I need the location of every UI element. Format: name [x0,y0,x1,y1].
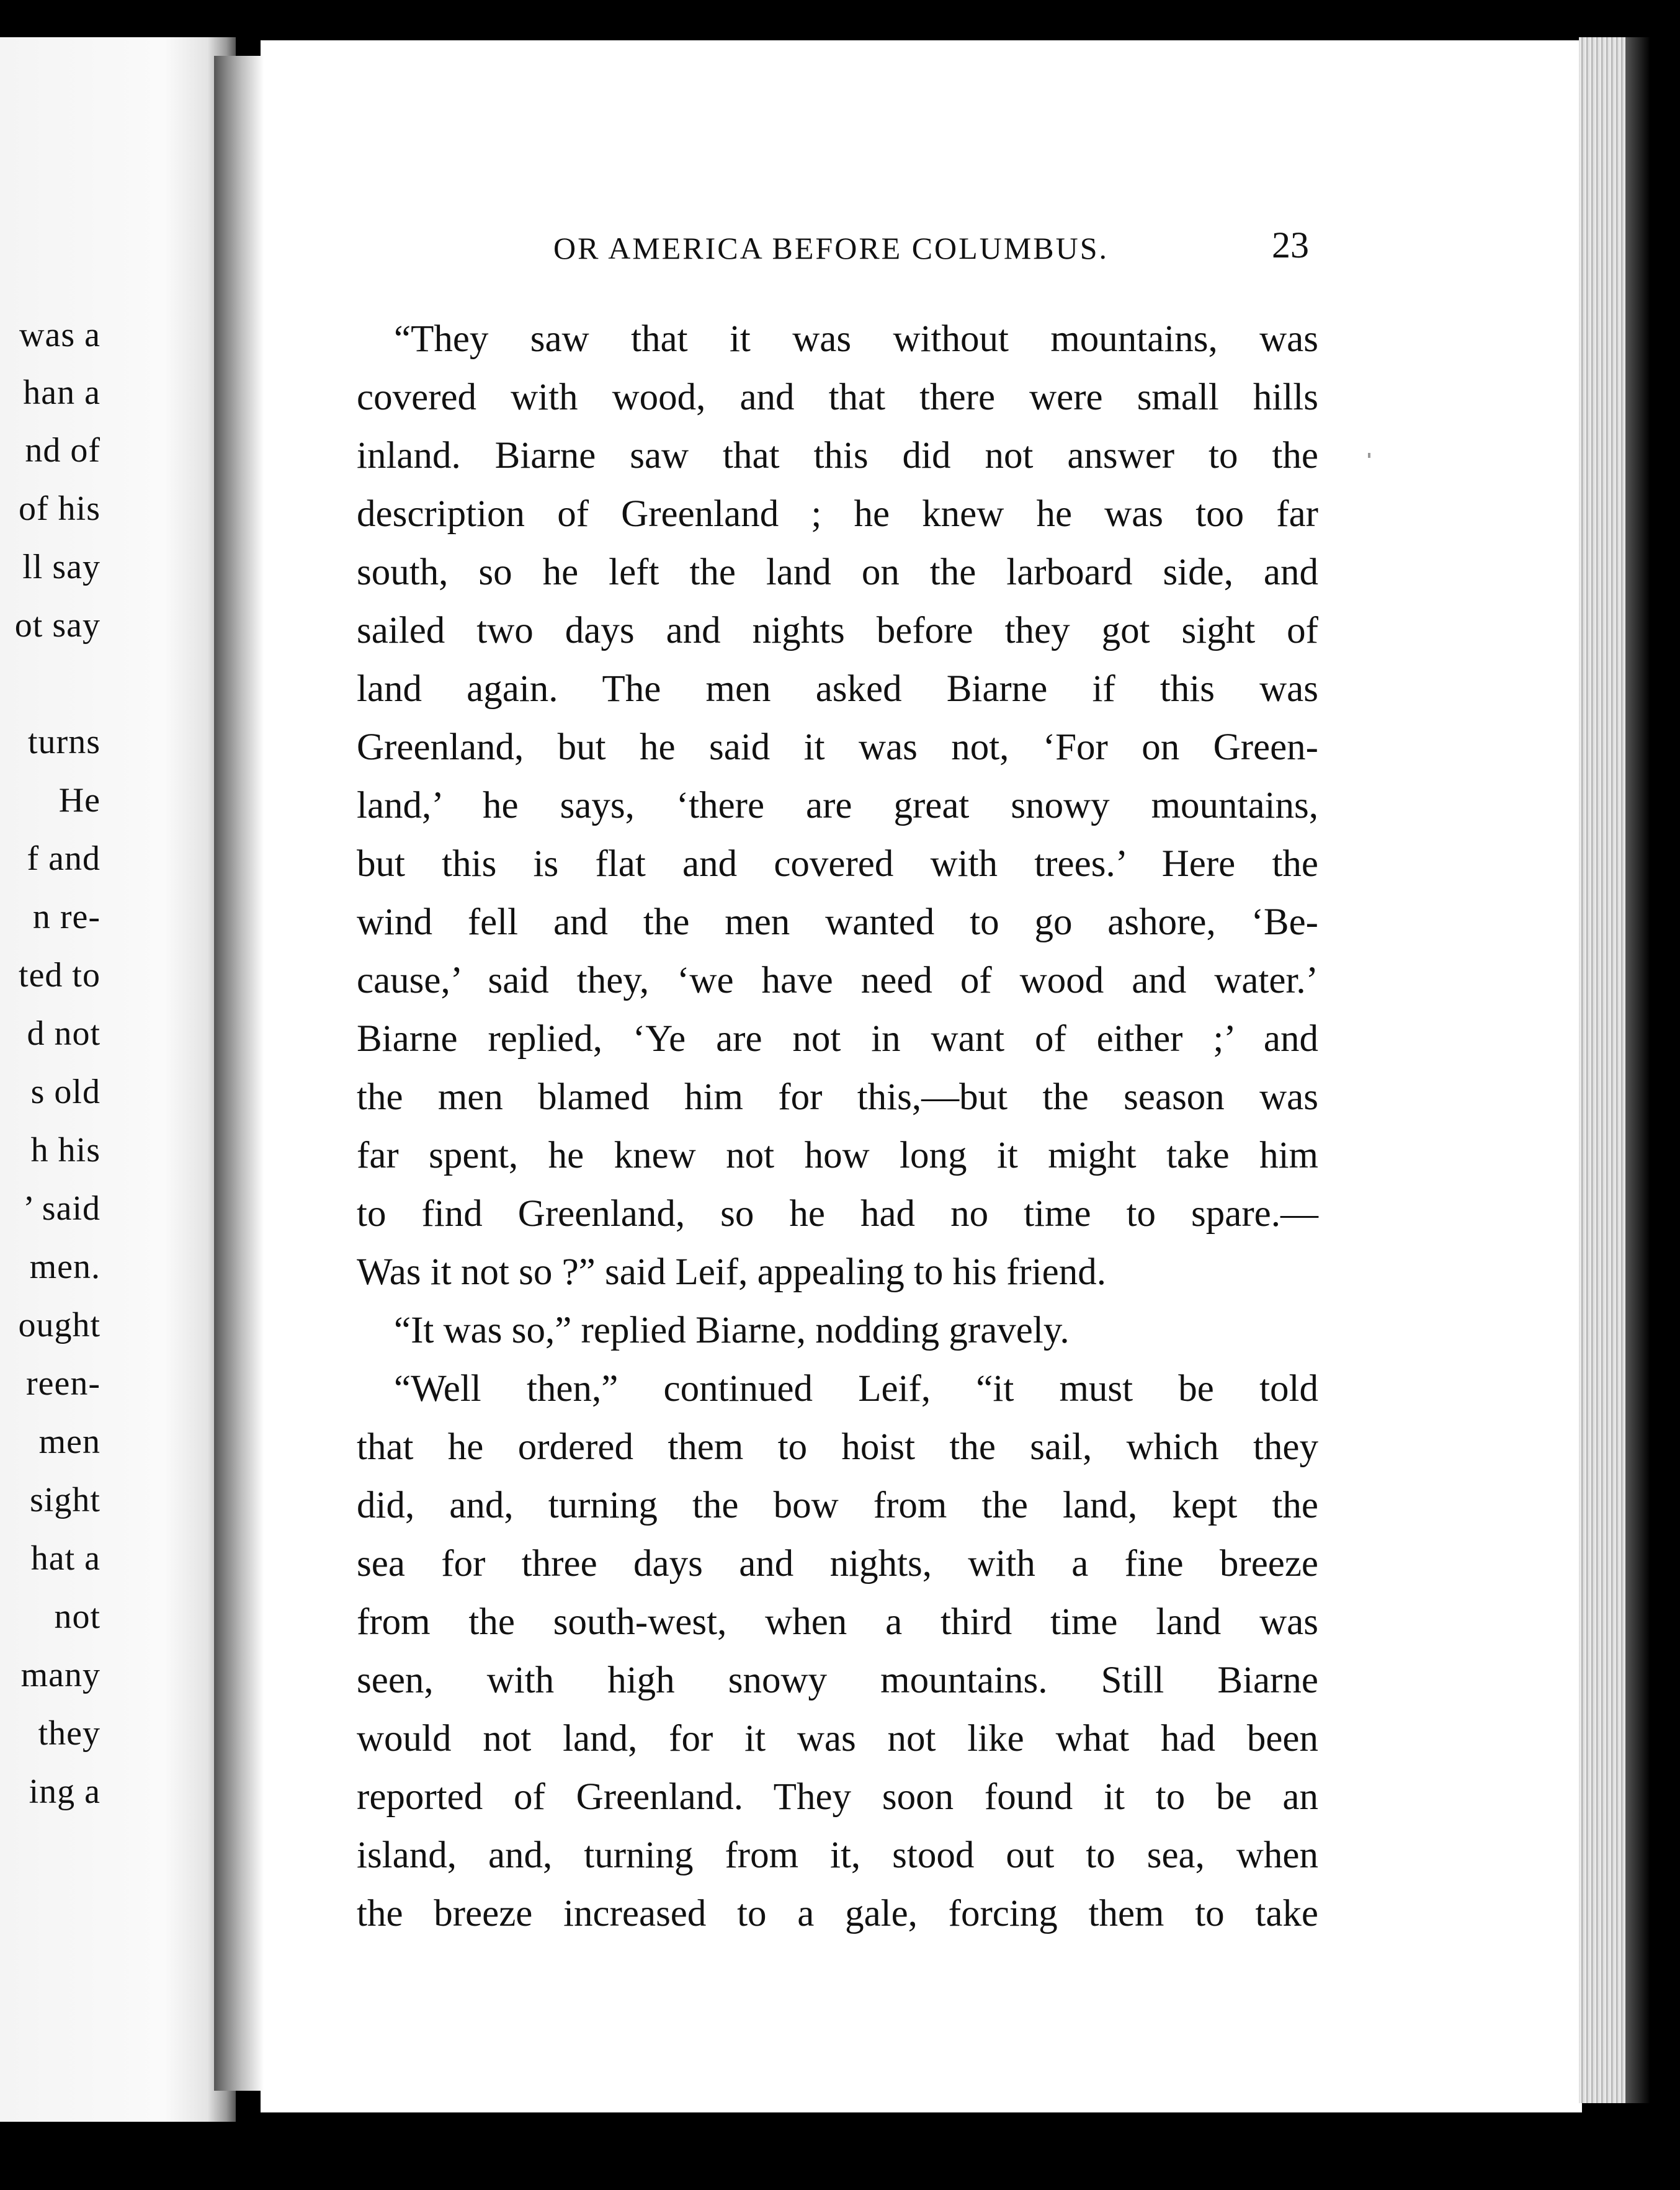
facing-line: men [38,1423,101,1461]
facing-line: n re- [32,898,101,936]
facing-line: many [20,1656,101,1694]
facing-line: f and [27,839,101,878]
text-line: the men blamed him for this,—but the season was [357,1076,1318,1118]
facing-line: they [38,1714,101,1753]
text-line: “It was so,” replied Biarne, nodding gravely. [394,1310,1070,1351]
facing-line: d not [27,1014,101,1053]
text-line: far spent, he knew not how long it might take him [357,1135,1318,1176]
text-line: to find Greenland, so he had no time to spare.— [357,1193,1318,1235]
text-line: but this is flat and covered with trees.’ Here the [357,843,1318,885]
page-number: 23 [1272,225,1309,266]
text-line: Greenland, but he said it was not, ‘For on Green- [357,726,1318,768]
text-line: Was it not so ?” said Leif, appealing to his friend. [357,1251,1106,1293]
text-line: sea for three days and nights, with a fine breeze [357,1543,1318,1584]
facing-line: was a [19,316,101,354]
text-line: from the south-west, when a third time land was [357,1601,1318,1643]
facing-line: s old [30,1073,101,1111]
gutter-shadow [214,56,264,2091]
text-line: “Well then,” continued Leif, “it must be told [394,1368,1318,1410]
text-line: reported of Greenland. They soon found it to be an [357,1776,1318,1818]
text-line: did, and, turning the bow from the land, kept the [357,1485,1318,1526]
text-line: cause,’ said they, ‘we have need of wood and water.’ [357,960,1318,1001]
facing-line: not [54,1598,101,1636]
facing-line: sight [30,1481,101,1519]
facing-page [0,37,236,2122]
text-line: covered with wood, and that there were small hills [357,377,1318,418]
running-head: OR AMERICA BEFORE COLUMBUS. [553,231,1109,266]
facing-line: ’ said [23,1189,101,1228]
facing-line: ot say [14,606,101,645]
facing-line: men. [29,1248,101,1286]
facing-line: ted to [19,956,101,994]
text-line: the breeze increased to a gale, forcing them to take [357,1893,1318,1934]
facing-line: h his [30,1131,101,1169]
text-line: land again. The men asked Biarne if this was [357,668,1318,710]
text-line: sailed two days and nights before they got sight of [357,610,1318,651]
facing-line: He [58,781,101,820]
facing-line: han a [23,373,101,412]
facing-line: reen- [25,1364,101,1403]
text-line: would not land, for it was not like what had been [357,1718,1318,1759]
facing-line: of his [19,489,101,528]
text-line: south, so he left the land on the larboard side, and [357,552,1318,593]
facing-line: hat a [30,1539,101,1578]
page-edge-shadow [1625,37,1650,2103]
facing-line: ought [18,1306,101,1344]
dust-speck [1368,453,1370,458]
text-line: land,’ he says, ‘there are great snowy mountains, [357,785,1318,826]
text-line: Biarne replied, ‘Ye are not in want of either ;’ and [357,1018,1318,1060]
text-line: description of Greenland ; he knew he was too far [357,493,1318,535]
facing-line: nd of [25,431,101,470]
text-line: “They saw that it was without mountains, was [394,318,1318,360]
text-line: inland. Biarne saw that this did not answer to the [357,435,1318,476]
text-line: that he ordered them to hoist the sail, which they [357,1426,1318,1468]
text-line: island, and, turning from it, stood out to sea, when [357,1835,1318,1876]
text-line: wind fell and the men wanted to go ashore, ‘Be- [357,901,1318,943]
facing-line: ing a [29,1772,101,1811]
page-edges [1579,37,1629,2103]
facing-line: ll say [22,548,101,586]
text-line: seen, with high snowy mountains. Still Biarne [357,1660,1318,1701]
facing-line: turns [28,723,101,761]
